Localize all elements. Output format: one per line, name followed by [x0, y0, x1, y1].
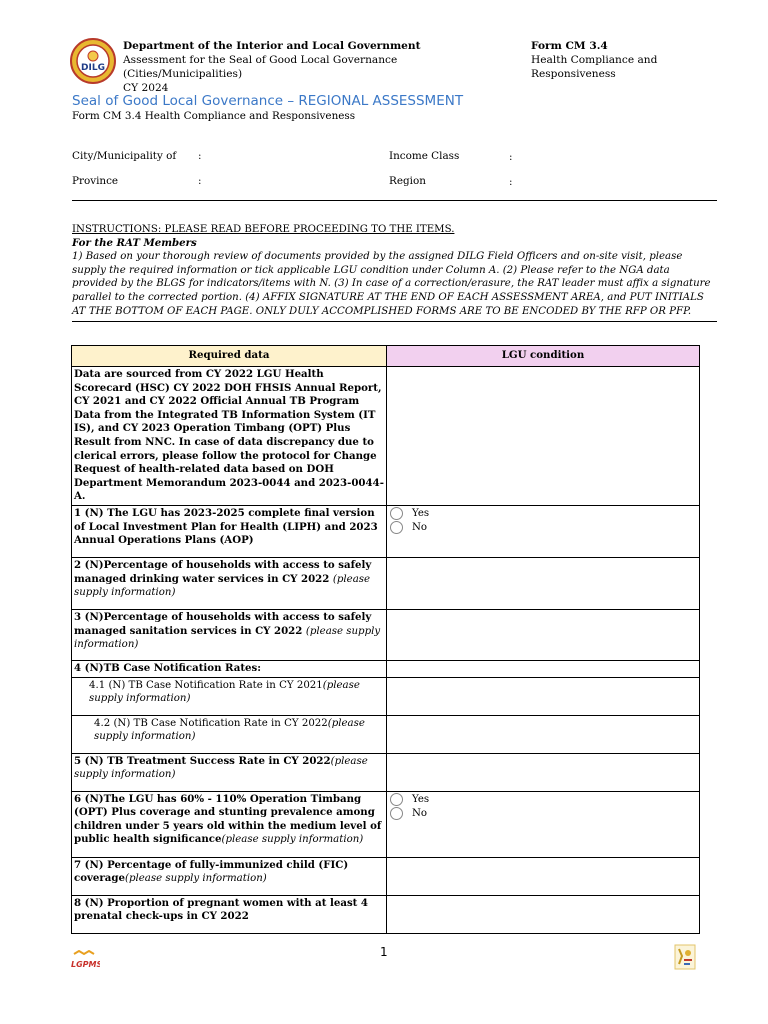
- page-number: 1: [380, 945, 388, 959]
- col-lgu-condition: LGU condition: [387, 346, 700, 367]
- divider-instructions: [72, 321, 717, 322]
- page-subtitle: Form CM 3.4 Health Compliance and Responsiveness: [72, 110, 356, 122]
- item-8-input[interactable]: [387, 895, 700, 933]
- assessment-year: CY 2024: [123, 82, 169, 94]
- item-2-input[interactable]: [387, 557, 700, 609]
- radio-icon[interactable]: [390, 521, 403, 534]
- item-3-input[interactable]: [387, 609, 700, 660]
- col-required-data: Required data: [72, 346, 387, 367]
- instructions-heading: INSTRUCTIONS: PLEASE READ BEFORE PROCEEDING TO THE ITEMS.: [72, 224, 455, 235]
- svg-text:LGPMS: LGPMS: [71, 960, 100, 969]
- region-label: Region: [389, 175, 426, 187]
- page-title: Seal of Good Local Governance – REGIONAL ASSESSMENT: [72, 93, 464, 109]
- item-3: 3 (N)Percentage of households with access to safely managed sanitation services in CY 2022 (please supply information): [72, 609, 387, 660]
- item-7: 7 (N) Percentage of fully-immunized child (FIC) coverage(please supply information): [72, 857, 387, 895]
- svg-text:DILG: DILG: [81, 63, 105, 73]
- lgpms-logo: [70, 950, 100, 970]
- item-1-yes[interactable]: Yes: [389, 507, 697, 521]
- item-6-no[interactable]: No: [389, 807, 697, 821]
- compliance-table: [71, 345, 700, 934]
- item-6: 6 (N)The LGU has 60% - 110% Operation Timbang (OPT) Plus coverage and stunting prevalence among children under 5 years old within the medium level of public health significance(please supply information): [72, 791, 387, 857]
- item-4-cell: [387, 660, 700, 677]
- item-1: 1 (N) The LGU has 2023-2025 complete final version of Local Investment Plan for Health (LIPH) and 2023 Annual Operations Plans (AOP): [72, 505, 387, 557]
- instructions: [72, 223, 717, 318]
- province-colon: :: [198, 175, 202, 187]
- header-left: [123, 39, 503, 95]
- instructions-body: 1) Based on your thorough review of documents provided by the assigned DILG Field Officers and on-site visit, please supply the required information or tick applicable LGU condition under Column A. (2) Please refer to the NGA data provided by the BLGS for indicators/items with N. (3) In case of a correction/erasure, the RAT leader must affix a signature parallel to the corrected portion. (4) AFFIX SIGNATURE AT THE END OF EACH ASSESSMENT AREA, and PUT INITIALS AT THE BOTTOM OF EACH PAGE. ONLY DULY ACCOMPLISHED FORMS ARE TO BE ENCODED BY THE RFP OR PFP.: [72, 251, 711, 317]
- form-name-line1: Health Compliance and: [531, 54, 658, 66]
- radio-icon[interactable]: [390, 793, 403, 806]
- province-label: Province: [72, 175, 119, 187]
- form-name-line2: Responsiveness: [531, 68, 616, 80]
- note-cell: [387, 367, 700, 506]
- region-colon: :: [509, 176, 513, 188]
- item-1-options: [387, 505, 700, 557]
- data-source-note: Data are sourced from CY 2022 LGU Health Scorecard (HSC) CY 2022 DOH FHSIS Annual Report, CY 2021 and CY 2022 Official Annual TB Program Data from the Integrated TB Information System (IT IS), and CY 2023 Operation Timbang (OPT) Plus Result from NNC. In case of data discrepancy due to clerical errors, please follow the protocol for Change Request of health-related data based on DOH Department Memorandum 2023-0044 and 2023-0044-A.: [72, 367, 387, 506]
- item-4-1: 4.1 (N) TB Case Notification Rate in CY 2021(please supply information): [72, 677, 387, 715]
- header-right: [531, 39, 721, 81]
- dept-name: Department of the Interior and Local Government: [123, 40, 421, 52]
- form-number: Form CM 3.4: [531, 40, 608, 52]
- city-colon: :: [198, 150, 202, 162]
- income-colon: :: [509, 151, 513, 163]
- radio-icon[interactable]: [390, 507, 403, 520]
- item-4-1-input[interactable]: [387, 677, 700, 715]
- item-6-yes[interactable]: Yes: [389, 793, 697, 807]
- item-8: 8 (N) Proportion of pregnant women with at least 4 prenatal check-ups in CY 2022: [72, 895, 387, 933]
- city-label: City/Municipality of: [72, 150, 177, 162]
- seal-badge-icon: [672, 944, 698, 970]
- item-5: 5 (N) TB Treatment Success Rate in CY 2022(please supply information): [72, 753, 387, 791]
- item-4-2: 4.2 (N) TB Case Notification Rate in CY 2022(please supply information): [72, 715, 387, 753]
- item-7-input[interactable]: [387, 857, 700, 895]
- dilg-logo: [70, 38, 116, 84]
- instructions-rat: For the RAT Members: [72, 236, 197, 249]
- item-2: 2 (N)Percentage of households with access to safely managed drinking water services in CY 2022 (please supply information): [72, 557, 387, 609]
- item-1-no[interactable]: No: [389, 521, 697, 535]
- item-4-2-input[interactable]: [387, 715, 700, 753]
- radio-icon[interactable]: [390, 807, 403, 820]
- item-6-options: [387, 791, 700, 857]
- item-4: 4 (N)TB Case Notification Rates:: [72, 660, 387, 677]
- divider-top: [72, 200, 717, 201]
- income-class-label: Income Class: [389, 150, 460, 162]
- assessment-name: Assessment for the Seal of Good Local Governance (Cities/Municipalities): [123, 54, 398, 80]
- item-5-input[interactable]: [387, 753, 700, 791]
